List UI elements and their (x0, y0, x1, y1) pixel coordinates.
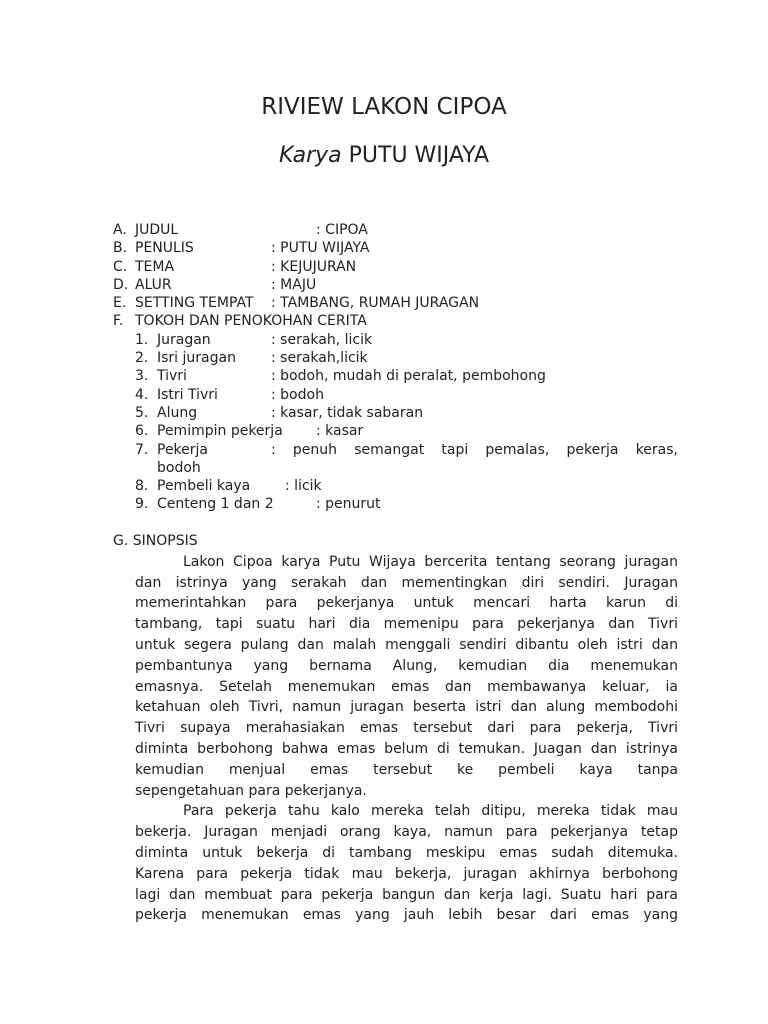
info-letter: B. (113, 240, 128, 257)
character-name: Isri juragan (157, 350, 236, 367)
paragraph-line: kemudian menjual emas tersebut ke pembeli kaya tanpa (135, 761, 678, 778)
character-row (113, 331, 678, 349)
info-letter: F. (113, 313, 124, 330)
character-name: Pemimpin pekerja (157, 423, 283, 440)
synopsis-letter: G. (113, 533, 129, 549)
paragraph-line: sepengetahuan para pekerjanya. (135, 782, 367, 799)
character-num: 1. (135, 331, 149, 348)
character-num: 9. (135, 496, 149, 513)
subtitle-karya: Karya (278, 143, 342, 168)
character-trait: : serakah, licik (271, 331, 373, 348)
info-value: : KEJUJURAN (271, 258, 357, 275)
info-letter: E. (113, 295, 127, 312)
info-row-tema (113, 258, 678, 276)
info-row-alur (113, 276, 678, 294)
synopsis-paragraph-2 (135, 801, 678, 926)
character-trait: : licik (285, 478, 322, 495)
info-letter: D. (113, 276, 129, 293)
paragraph-line: emasnya. Setelah menemukan emas dan membawanya keluar, ia (135, 678, 678, 695)
paragraph-line: Lakon Cipoa karya Putu Wijaya bercerita tentang seorang juragan (183, 553, 678, 570)
character-row (113, 422, 678, 440)
info-value: : PUTU WIJAYA (271, 240, 370, 257)
paragraph-line: Karena para pekerja tidak mau bekerja, juragan akhirnya berbohong (135, 865, 678, 882)
character-name: Pembeli kaya (157, 478, 251, 495)
paragraph-line: untuk segera pulang dan malah menggali sendiri dibantu oleh istri dan (135, 636, 678, 653)
info-row-judul (113, 221, 678, 239)
character-num: 7. (135, 441, 149, 458)
info-value: : CIPOA (316, 222, 368, 238)
character-num: 2. (135, 350, 149, 367)
character-trait: : bodoh (271, 386, 324, 403)
character-name: Centeng 1 dan 2 (157, 496, 274, 513)
character-name: Pekerja (157, 441, 209, 458)
subtitle-author: PUTU WIJAYA (348, 143, 490, 168)
character-num: 8. (135, 478, 149, 495)
paragraph-line: ketahuan oleh Tivri, namun juragan beserta istri dan alung membodohi (135, 699, 678, 716)
info-letter: A. (113, 222, 127, 238)
info-label: ALUR (135, 276, 172, 293)
info-label: JUDUL (135, 222, 179, 238)
info-list (113, 221, 678, 514)
synopsis-heading (113, 531, 678, 552)
info-label: TEMA (135, 258, 175, 275)
paragraph-line: diminta berbohong bahwa emas belum di temukan. Juagan dan istrinya (135, 740, 678, 757)
synopsis-paragraph-1 (135, 552, 678, 802)
character-num: 6. (135, 423, 149, 440)
character-name: Juragan (157, 331, 211, 348)
character-row (113, 367, 678, 385)
info-label: TOKOH DAN PENOKOHAN CERITA (135, 313, 367, 330)
paragraph-line: pembantunya yang bernama Alung, kemudian dia menemukan (135, 657, 678, 674)
synopsis-title: SINOPSIS (132, 533, 198, 549)
paragraph-line: tambang, tapi suatu hari dia memenipu para pekerjanya dan Tivri (135, 616, 678, 633)
info-label: SETTING TEMPAT (135, 295, 254, 312)
character-row (113, 404, 678, 422)
character-num: 5. (135, 404, 149, 421)
character-trait: : penuh semangat tapi pemalas, pekerja keras, (271, 441, 678, 458)
paragraph-line: diminta untuk bekerja di tambang meskipu emas sudah ditemuka. (135, 844, 678, 861)
character-trait-cont: bodoh (157, 459, 201, 476)
paragraph-line: pekerja menemukan emas yang jauh lebih besar dari emas yang (135, 907, 678, 924)
character-name: Alung (157, 404, 198, 421)
character-trait: : kasar, tidak sabaran (271, 404, 424, 421)
character-trait: : penurut (316, 496, 381, 513)
character-name: Tivri (157, 368, 187, 385)
info-label: PENULIS (135, 240, 194, 257)
document-title: RIVIEW LAKON CIPOA (261, 94, 507, 120)
character-trait: : serakah,licik (271, 350, 368, 367)
paragraph-line: bekerja. Juragan menjadi orang kaya, namun para pekerjanya tetap (135, 824, 678, 841)
character-trait: : bodoh, mudah di peralat, pembohong (271, 368, 546, 385)
character-name: Istri Tivri (157, 386, 218, 403)
info-row-tokoh (113, 312, 678, 330)
character-row (113, 477, 678, 495)
info-row-penulis (113, 239, 678, 257)
character-row-cont (113, 459, 678, 477)
info-value: : TAMBANG, RUMAH JURAGAN (271, 295, 480, 312)
character-trait: : kasar (316, 423, 364, 440)
paragraph-line: Para pekerja tahu kalo mereka telah ditipu, mereka tidak mau (183, 803, 678, 820)
info-row-setting (113, 294, 678, 312)
info-letter: C. (113, 258, 128, 275)
character-num: 4. (135, 386, 149, 403)
document-subtitle (0, 143, 768, 168)
synopsis-section (113, 531, 678, 926)
info-value: : MAJU (271, 276, 317, 293)
paragraph-line: lagi dan membuat para pekerja bangun dan kerja lagi. Suatu hari para (135, 886, 678, 903)
paragraph-line: dan istrinya yang serakah dan mementingkan diri sendiri. Juragan (135, 574, 678, 591)
character-row (113, 495, 678, 513)
paragraph-line: Tivri supaya merahasiakan emas tersebut dari para pekerja, Tivri (135, 720, 678, 737)
character-row (113, 441, 678, 459)
character-row (113, 386, 678, 404)
character-num: 3. (135, 368, 149, 385)
character-row (113, 349, 678, 367)
paragraph-line: memerintahkan para pekerjanya untuk mencari harta karun di (135, 595, 678, 612)
